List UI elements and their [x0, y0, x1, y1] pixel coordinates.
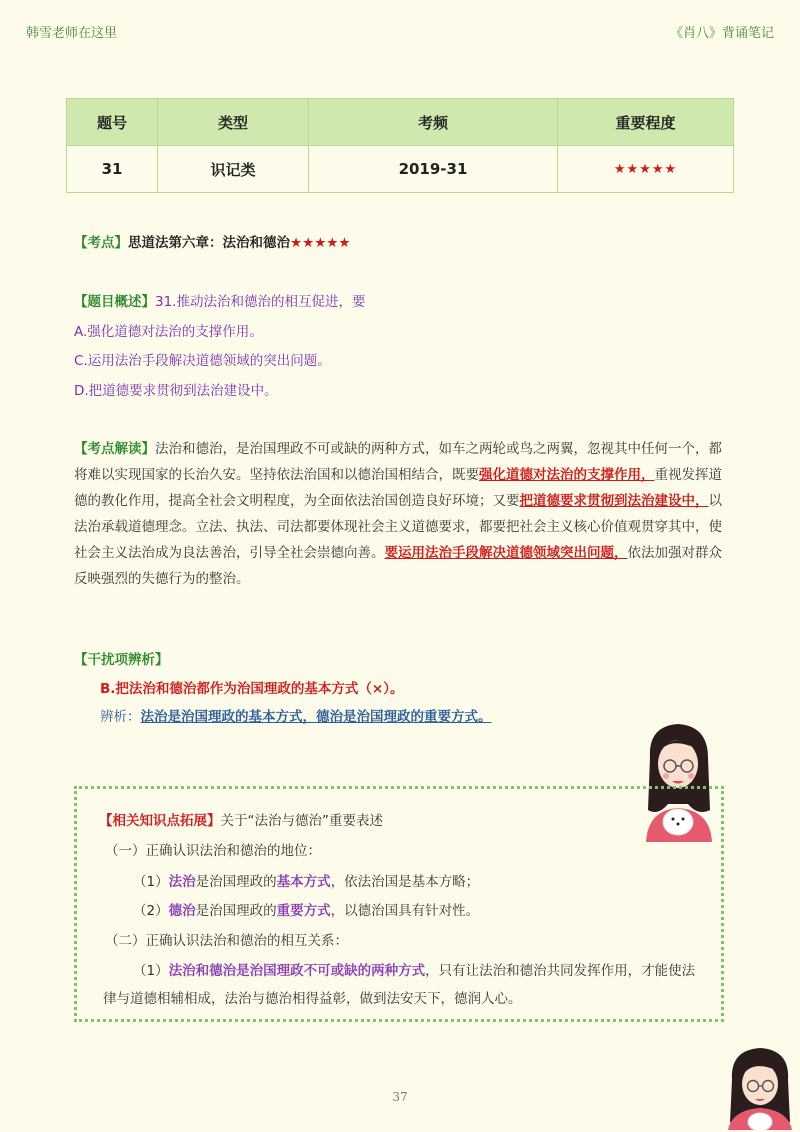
extension-section-2: （二）正确认识法治和德治的相互关系：	[105, 933, 348, 949]
item-1-1-mid: 是治国理政的	[195, 874, 277, 890]
analysis-text-1: 法治和德治，是治国理政不可或缺的两种方式，如车之两轮或鸟之两翼，忽视其中任何一个，都将难以实现国家的长治久安。坚持依法治国和以德治国相结合，既要	[74, 441, 722, 483]
option-c: C.运用法治手段解决道德领域的突出问题。	[74, 353, 331, 369]
cell-frequency: 2019-31	[309, 146, 558, 193]
distractor-analysis-label: 辨析：	[100, 709, 141, 725]
kaodian-stars: ★★★★★	[290, 235, 351, 251]
item-1-2-term: 德治	[168, 903, 196, 919]
analysis-highlight-1: 强化道德对法治的支撑作用，	[479, 467, 655, 483]
analysis-tag: 【考点解读】	[74, 441, 155, 457]
analysis-text-2: 重视发挥道德的教化作用，提高全社会文明程度，为全面依法治国创造良好环境；又要	[74, 467, 722, 509]
kaodian-text: 思道法第六章：法治和德治	[128, 235, 290, 251]
item-1-2-end: ，以德治国具有针对性。	[330, 903, 480, 919]
extension-item-1-1	[133, 872, 479, 892]
item-1-2-key: 重要方式	[276, 903, 331, 919]
distractor-analysis-line	[100, 707, 492, 727]
cell-number: 31	[67, 146, 158, 193]
item-1-1-term: 法治	[168, 874, 196, 890]
knowledge-extension-box	[74, 786, 724, 1022]
kaodian-line	[74, 233, 351, 253]
item-1-1-num: （1）	[133, 874, 169, 890]
col-header-importance: 重要程度	[558, 99, 734, 146]
distractor-tag	[74, 650, 169, 670]
analysis-text-4: 依法加强对群众反映强烈的失德行为的整治。	[74, 545, 722, 587]
header-book-title: 《肖八》背诵笔记	[669, 26, 774, 41]
cell-importance-stars: ★★★★★	[558, 146, 734, 193]
item-2-1-term: 法治和德治是治国理政不可或缺的两种方式	[168, 963, 426, 979]
distractor-b-prefix: B.	[100, 681, 116, 697]
item-1-1-end: ，依法治国是基本方略；	[330, 874, 480, 890]
distractor-analysis-text: 法治是治国理政的基本方式，德治是治国理政的重要方式。	[140, 709, 492, 725]
extension-title-line	[99, 811, 383, 831]
distractor-b-line	[100, 679, 403, 699]
analysis-highlight-3: 要运用法治手段解决道德领域突出问题，	[384, 545, 628, 561]
kaodian-tag: 【考点】	[74, 235, 128, 251]
option-d: D.把道德要求贯彻到法治建设中。	[74, 383, 278, 399]
item-2-1-num: （1）	[133, 963, 169, 979]
question-stem-line	[74, 292, 365, 312]
distractor-tag-text: 【干扰项辨析】	[74, 652, 169, 668]
extension-section-1: （一）正确认识法治和德治的地位：	[105, 843, 321, 859]
item-1-1-key: 基本方式	[276, 874, 331, 890]
analysis-highlight-2: 把道德要求贯彻到法治建设中，	[519, 493, 709, 509]
col-header-frequency: 考频	[309, 99, 558, 146]
info-table-header-row	[67, 99, 734, 146]
extension-title: 关于“法治与德治”重要表述	[220, 813, 383, 829]
cartoon-girl-small-illustration	[722, 1044, 798, 1130]
extension-item-1-2	[133, 901, 479, 921]
item-1-2-num: （2）	[133, 903, 169, 919]
extension-item-2-1-cont: 律与道德相辅相成，法治与德治相得益彰，做到法安天下，德润人心。	[103, 991, 522, 1007]
col-header-type: 类型	[158, 99, 309, 146]
item-1-2-mid: 是治国理政的	[195, 903, 277, 919]
question-stem: 31.推动法治和德治的相互促进，要	[155, 294, 366, 310]
cell-type: 识记类	[158, 146, 309, 193]
col-header-number: 题号	[67, 99, 158, 146]
header-author: 韩雪老师在这里	[26, 26, 118, 41]
info-table	[66, 98, 734, 193]
extension-tag: 【相关知识点拓展】	[99, 813, 221, 829]
question-tag: 【题目概述】	[74, 294, 155, 310]
analysis-text-3: 以法治承载道德理念。立法、执法、司法都要体现社会主义道德要求，都要把社会主义核心价值观贯穿其中，使社会主义法治成为良法善治，引导全社会崇德向善。	[74, 493, 722, 561]
info-table-row	[67, 146, 734, 193]
analysis-paragraph	[74, 436, 734, 592]
page-number: 37	[392, 1090, 408, 1104]
option-a: A.强化道德对法治的支撑作用。	[74, 324, 263, 340]
distractor-b-text: 把法治和德治都作为治国理政的基本方式（×）。	[115, 681, 404, 697]
extension-item-2-1	[133, 961, 695, 981]
item-2-1-text: ，只有让法治和德治共同发挥作用，才能使法	[425, 963, 696, 979]
